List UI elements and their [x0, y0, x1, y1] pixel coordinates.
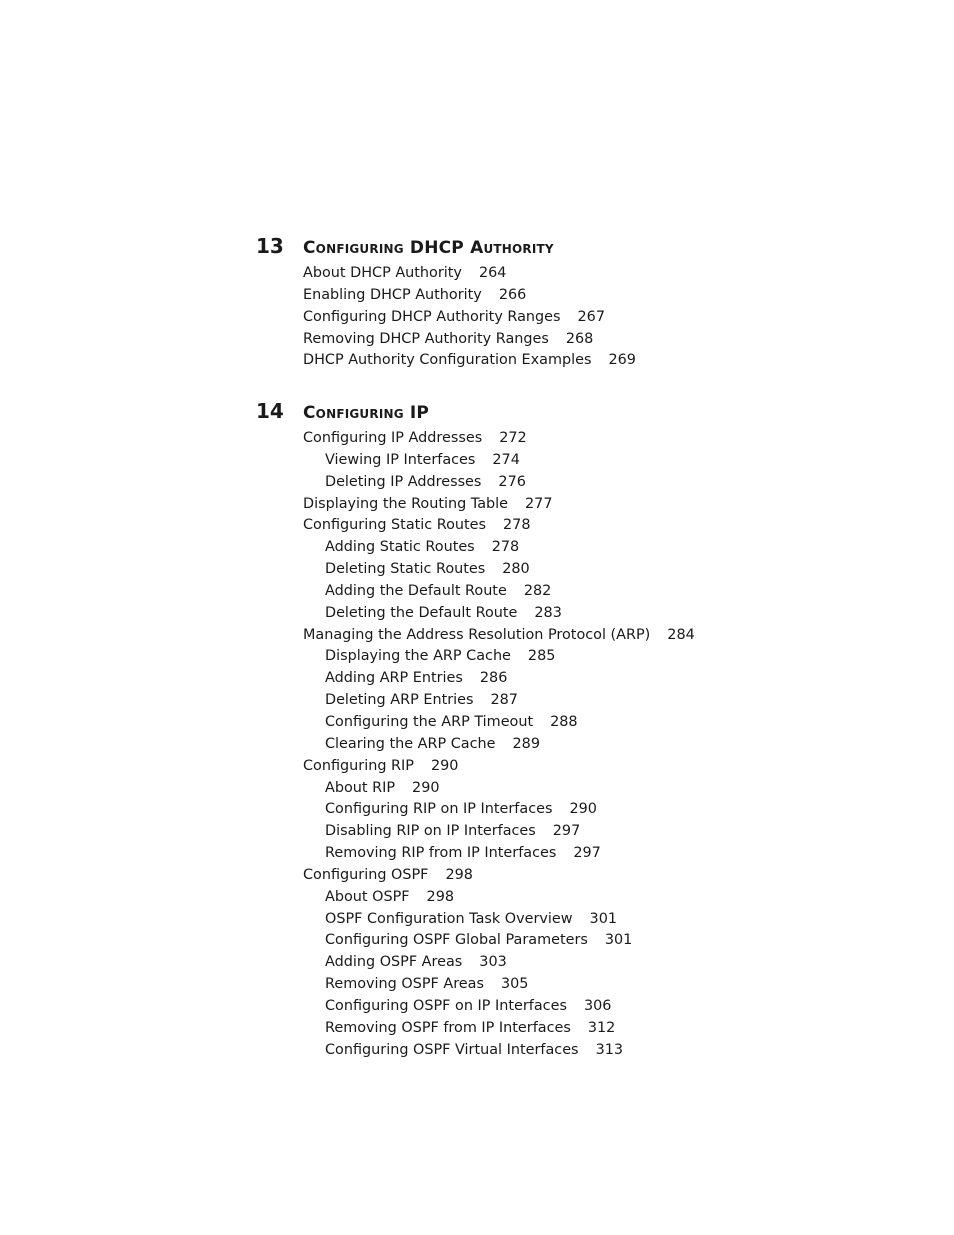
toc-entry-title: Configuring OSPF Global Parameters — [325, 932, 588, 949]
toc-entry[interactable] — [256, 263, 816, 285]
toc-entry-page-number: 277 — [525, 495, 553, 512]
toc-entry-page-number: 301 — [604, 932, 633, 949]
chapter-13-section — [256, 233, 816, 372]
toc-entry[interactable] — [256, 603, 816, 625]
toc-entry[interactable] — [256, 712, 816, 734]
toc-entry[interactable] — [256, 799, 816, 821]
toc-entry-title: Displaying the Routing Table — [303, 495, 509, 512]
chapter-entries — [256, 263, 816, 372]
toc-entry[interactable] — [256, 350, 816, 372]
toc-entry[interactable] — [256, 734, 816, 756]
toc-entry[interactable] — [256, 930, 816, 952]
toc-entry-title: Displaying the ARP Cache — [325, 648, 511, 665]
toc-entry-page-number: 267 — [577, 308, 605, 325]
toc-entry-page-number: 264 — [478, 265, 507, 281]
toc-entry-title: Configuring OSPF — [303, 866, 429, 883]
toc-entry[interactable] — [256, 625, 816, 647]
toc-entry-title: Deleting Static Routes — [325, 561, 486, 578]
toc-entry-page-number: 312 — [587, 1019, 616, 1036]
toc-entry-page-number: 298 — [426, 888, 455, 905]
toc-entry-page-number: 285 — [527, 648, 556, 665]
toc-entry[interactable] — [256, 865, 816, 887]
toc-entry-page-number: 274 — [492, 451, 520, 468]
chapter-heading — [256, 233, 816, 263]
toc-entry[interactable] — [256, 974, 816, 996]
toc-entry-page-number: 276 — [498, 473, 526, 490]
toc-entry-title: Managing the Address Resolution Protocol (ARP) — [303, 626, 651, 643]
toc-entry-page-number: 266 — [498, 286, 527, 303]
toc-entry-title: Removing OSPF from IP Interfaces — [325, 1019, 571, 1036]
toc-entry-page-number: 280 — [502, 561, 530, 578]
toc-entry[interactable] — [256, 307, 816, 329]
chapter-number: 14 — [256, 399, 284, 423]
chapter-title: Configuring DHCP Authority — [303, 238, 554, 258]
toc-entry[interactable] — [256, 559, 816, 581]
toc-entry-title: Configuring OSPF Virtual Interfaces — [325, 1041, 579, 1058]
toc-entry-title: DHCP Authority Configuration Examples — [303, 352, 592, 369]
toc-entry[interactable] — [256, 428, 816, 450]
toc-entry-page-number: 272 — [499, 430, 527, 446]
toc-entry-page-number: 284 — [667, 626, 695, 643]
toc-entry-page-number: 290 — [412, 779, 440, 796]
toc-entry-title: Adding ARP Entries — [325, 670, 463, 687]
toc-entry-title: Configuring the ARP Timeout — [325, 713, 534, 730]
toc-entry[interactable] — [256, 450, 816, 472]
toc-entry[interactable] — [256, 537, 816, 559]
toc-entry[interactable] — [256, 285, 816, 307]
toc-entry-page-number: 282 — [523, 582, 552, 599]
toc-entry-page-number: 297 — [573, 845, 601, 862]
toc-entry-page-number: 287 — [490, 692, 518, 709]
toc-entry[interactable] — [256, 581, 816, 603]
toc-entry-title: Deleting ARP Entries — [325, 692, 474, 709]
toc-entry-page-number: 283 — [534, 604, 562, 621]
toc-entry[interactable] — [256, 952, 816, 974]
toc-entry-title: Adding the Default Route — [325, 582, 507, 599]
toc-entry-title: Deleting the Default Route — [325, 604, 518, 621]
toc-entry-title: Disabling RIP on IP Interfaces — [325, 823, 536, 840]
chapter-heading — [256, 398, 816, 428]
toc-entry-title: Configuring DHCP Authority Ranges — [303, 308, 561, 325]
toc-entry-title: About RIP — [325, 779, 396, 796]
chapter-entries — [256, 428, 816, 1061]
toc-entry-title: Enabling DHCP Authority — [303, 286, 482, 303]
toc-entry-page-number: 313 — [595, 1041, 624, 1058]
toc-entry-page-number: 290 — [569, 801, 597, 818]
toc-entry[interactable] — [256, 690, 816, 712]
toc-entry-title: Clearing the ARP Cache — [325, 735, 496, 752]
toc-entry-title: Removing OSPF Areas — [325, 976, 484, 993]
toc-entry[interactable] — [256, 778, 816, 800]
toc-entry-title: Configuring OSPF on IP Interfaces — [325, 997, 567, 1014]
toc-entry[interactable] — [256, 329, 816, 351]
toc-entry-title: Configuring Static Routes — [303, 517, 487, 534]
toc-entry-title: About DHCP Authority — [303, 265, 462, 281]
toc-entry[interactable] — [256, 1040, 816, 1062]
toc-entry-title: Configuring IP Addresses — [303, 430, 483, 446]
toc-entry[interactable] — [256, 515, 816, 537]
toc-entry-page-number: 278 — [491, 539, 520, 556]
toc-entry-page-number: 286 — [479, 670, 508, 687]
toc-entry-title: Adding Static Routes — [325, 539, 475, 556]
toc-entry[interactable] — [256, 646, 816, 668]
chapter-14-section — [256, 398, 816, 1061]
toc-entry-page-number: 306 — [583, 997, 612, 1014]
toc-entry-title: Adding OSPF Areas — [325, 954, 463, 971]
toc-entry[interactable] — [256, 756, 816, 778]
toc-entry[interactable] — [256, 909, 816, 931]
toc-entry-page-number: 290 — [430, 757, 459, 774]
toc-entry[interactable] — [256, 843, 816, 865]
toc-entry-page-number: 269 — [608, 352, 636, 369]
toc-entry-title: Configuring RIP — [303, 757, 414, 774]
toc-entry-page-number: 298 — [445, 866, 473, 883]
toc-entry-page-number: 305 — [500, 976, 529, 993]
toc-entry-title: About OSPF — [325, 888, 410, 905]
toc-entry-page-number: 289 — [512, 735, 540, 752]
toc-entry-page-number: 297 — [552, 823, 581, 840]
toc-entry-title: Removing RIP from IP Interfaces — [325, 845, 557, 862]
toc-entry-title: Viewing IP Interfaces — [325, 451, 476, 468]
toc-entry[interactable] — [256, 996, 816, 1018]
toc-entry[interactable] — [256, 887, 816, 909]
toc-entry[interactable] — [256, 494, 816, 516]
toc-entry-page-number: 278 — [503, 517, 531, 534]
toc-entry-title: Configuring RIP on IP Interfaces — [325, 801, 553, 818]
toc-entry[interactable] — [256, 472, 816, 494]
toc-entry-title: Removing DHCP Authority Ranges — [303, 330, 549, 347]
toc-entry-page-number: 301 — [589, 910, 618, 927]
toc-entry[interactable] — [256, 668, 816, 690]
chapter-title: Configuring IP — [303, 403, 430, 423]
toc-entry-title: OSPF Configuration Task Overview — [325, 910, 573, 927]
toc-entry-page-number: 303 — [479, 954, 507, 971]
toc-entry[interactable] — [256, 821, 816, 843]
toc-entry-title: Deleting IP Addresses — [325, 473, 482, 490]
toc-entry-page-number: 288 — [550, 713, 578, 730]
toc-entry[interactable] — [256, 1018, 816, 1040]
toc-entry-page-number: 268 — [565, 330, 594, 347]
chapter-number: 13 — [256, 234, 284, 258]
